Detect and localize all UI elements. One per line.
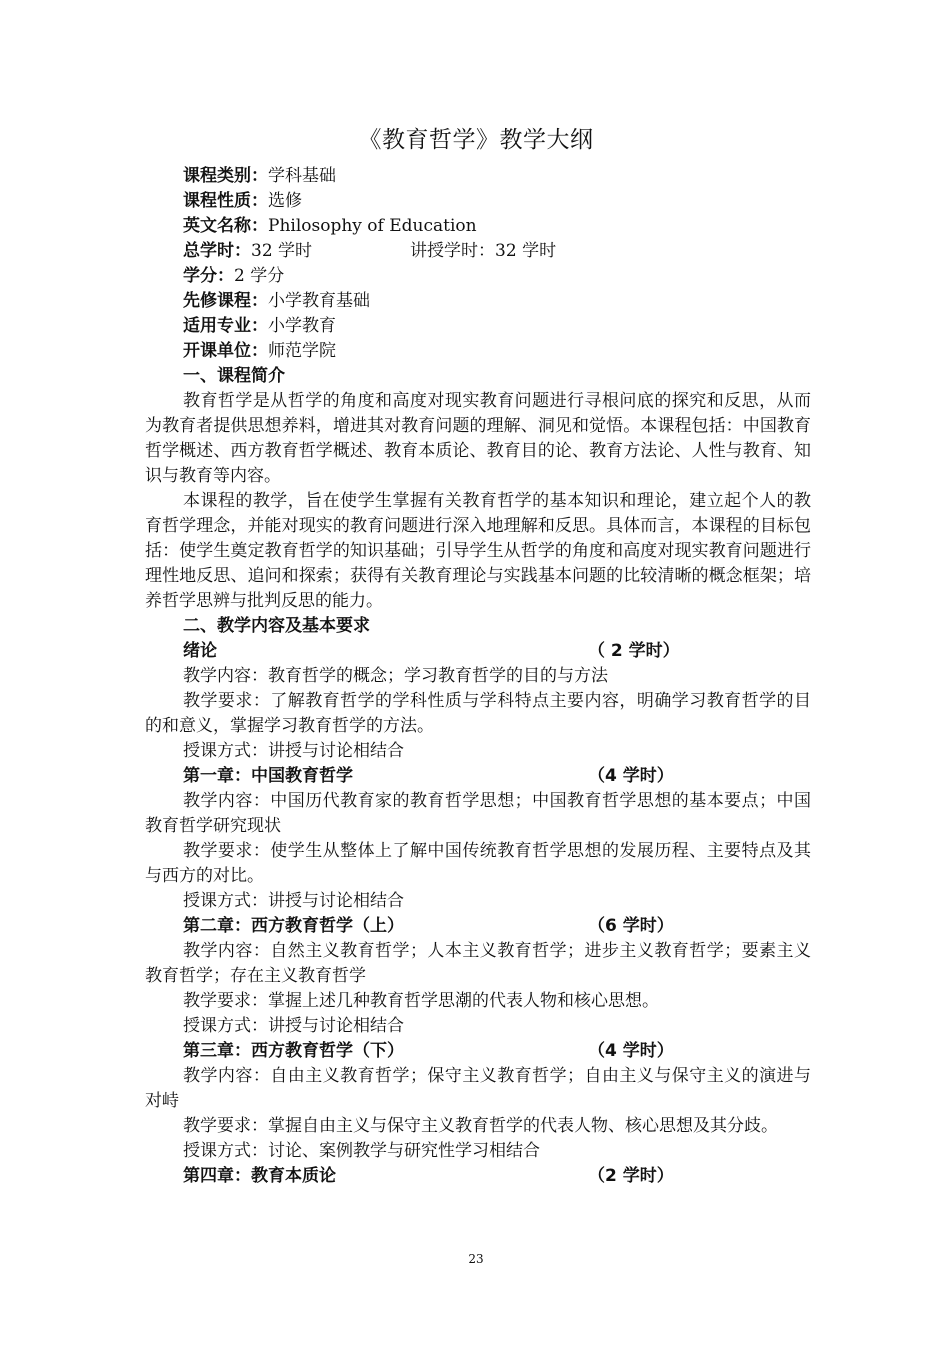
unit-hours: （4 学时） (588, 766, 674, 786)
unit-heading (145, 914, 811, 939)
unit-title: 第一章：中国教育哲学 (183, 766, 353, 786)
unit-requirement: 教学要求：掌握上述几种教育哲学思潮的代表人物和核心思想。 (183, 991, 659, 1011)
unit-content: 教学内容：中国历代教育家的教育哲学思想；中国教育哲学思想的基本要点；中国教育哲学研究现状 (145, 791, 811, 836)
meta-english-name (145, 214, 811, 239)
unit-method: 授课方式：讲授与讨论相结合 (183, 1016, 404, 1036)
unit-title: 绪论 (183, 641, 217, 661)
unit-content: 教学内容：自由主义教育哲学；保守主义教育哲学；自由主义与保守主义的演进与对峙 (145, 1066, 811, 1111)
meta-label: 先修课程： (183, 291, 268, 311)
meta-label: 开课单位： (183, 341, 268, 361)
meta-label: 适用专业： (183, 316, 268, 336)
unit-requirement: 教学要求：了解教育哲学的学科性质与学科特点主要内容，明确学习教育哲学的目的和意义，掌握学习教育哲学的方法。 (145, 691, 811, 736)
unit-heading (145, 764, 811, 789)
document-title: 《教育哲学》教学大纲 (358, 127, 594, 153)
meta-unit (145, 339, 811, 364)
section-heading-content: 二、教学内容及基本要求 (183, 616, 370, 636)
section-heading-intro: 一、课程简介 (183, 366, 285, 386)
meta-prerequisite (145, 289, 811, 314)
unit-title: 第二章：西方教育哲学（上） (183, 916, 404, 936)
document-body (145, 164, 811, 1189)
unit-method: 授课方式：讲授与讨论相结合 (183, 891, 404, 911)
unit-hours: （2 学时） (588, 1166, 674, 1186)
unit-heading (145, 639, 811, 664)
unit-content: 教学内容：自然主义教育哲学；人本主义教育哲学；进步主义教育哲学；要素主义教育哲学；存在主义教育哲学 (145, 941, 811, 986)
meta-value: 32 学时 (251, 241, 313, 261)
meta-label: 课程性质： (183, 191, 268, 211)
meta-value: 小学教育基础 (268, 291, 370, 311)
meta-label: 讲授学时： (410, 241, 496, 261)
unit-hours: （4 学时） (588, 1041, 674, 1061)
meta-value: 选修 (268, 191, 302, 211)
meta-label: 学分： (183, 266, 234, 286)
meta-value: 学科基础 (268, 166, 336, 186)
page-number: 23 (468, 1252, 484, 1266)
unit-hours: （6 学时） (588, 916, 674, 936)
meta-value: 师范学院 (268, 341, 336, 361)
unit-requirement: 教学要求：使学生从整体上了解中国传统教育哲学思想的发展历程、主要特点及其与西方的对比。 (145, 841, 811, 886)
meta-major (145, 314, 811, 339)
meta-value: Philosophy of Education (268, 216, 477, 236)
meta-value: 2 学分 (234, 266, 285, 286)
meta-label: 英文名称： (183, 216, 268, 236)
meta-nature (145, 189, 811, 214)
meta-credits (145, 264, 811, 289)
unit-method: 授课方式：讲授与讨论相结合 (183, 741, 404, 761)
meta-label: 课程类别： (183, 166, 268, 186)
unit-title: 第三章：西方教育哲学（下） (183, 1041, 404, 1061)
meta-value: 32 学时 (495, 241, 557, 261)
unit-title: 第四章：教育本质论 (183, 1166, 336, 1186)
meta-value: 小学教育 (268, 316, 336, 336)
intro-paragraph: 教育哲学是从哲学的角度和高度对现实教育问题进行寻根问底的探究和反思，从而为教育者提供思想养料，增进其对教育问题的理解、洞见和觉悟。本课程包括：中国教育哲学概述、西方教育哲学概述、教育本质论、教育目的论、教育方法论、人性与教育、知识与教育等内容。 (145, 391, 811, 486)
unit-hours: （ 2 学时） (588, 641, 680, 661)
unit-requirement: 教学要求：掌握自由主义与保守主义教育哲学的代表人物、核心思想及其分歧。 (183, 1116, 778, 1136)
unit-heading (145, 1164, 811, 1189)
meta-category (145, 164, 811, 189)
unit-content: 教学内容：教育哲学的概念；学习教育哲学的目的与方法 (183, 666, 608, 686)
unit-method: 授课方式：讨论、案例教学与研究性学习相结合 (183, 1141, 540, 1161)
meta-label: 总学时： (183, 241, 251, 261)
unit-heading (145, 1039, 811, 1064)
intro-paragraph: 本课程的教学，旨在使学生掌握有关教育哲学的基本知识和理论，建立起个人的教育哲学理念，并能对现实的教育问题进行深入地理解和反思。具体而言，本课程的目标包括：使学生奠定教育哲学的知识基础；引导学生从哲学的角度和高度对现实教育问题进行理性地反思、追问和探索；获得有关教育理论与实践基本问题的比较清晰的概念框架；培养哲学思辨与批判反思的能力。 (145, 491, 811, 611)
meta-hours (145, 239, 811, 264)
